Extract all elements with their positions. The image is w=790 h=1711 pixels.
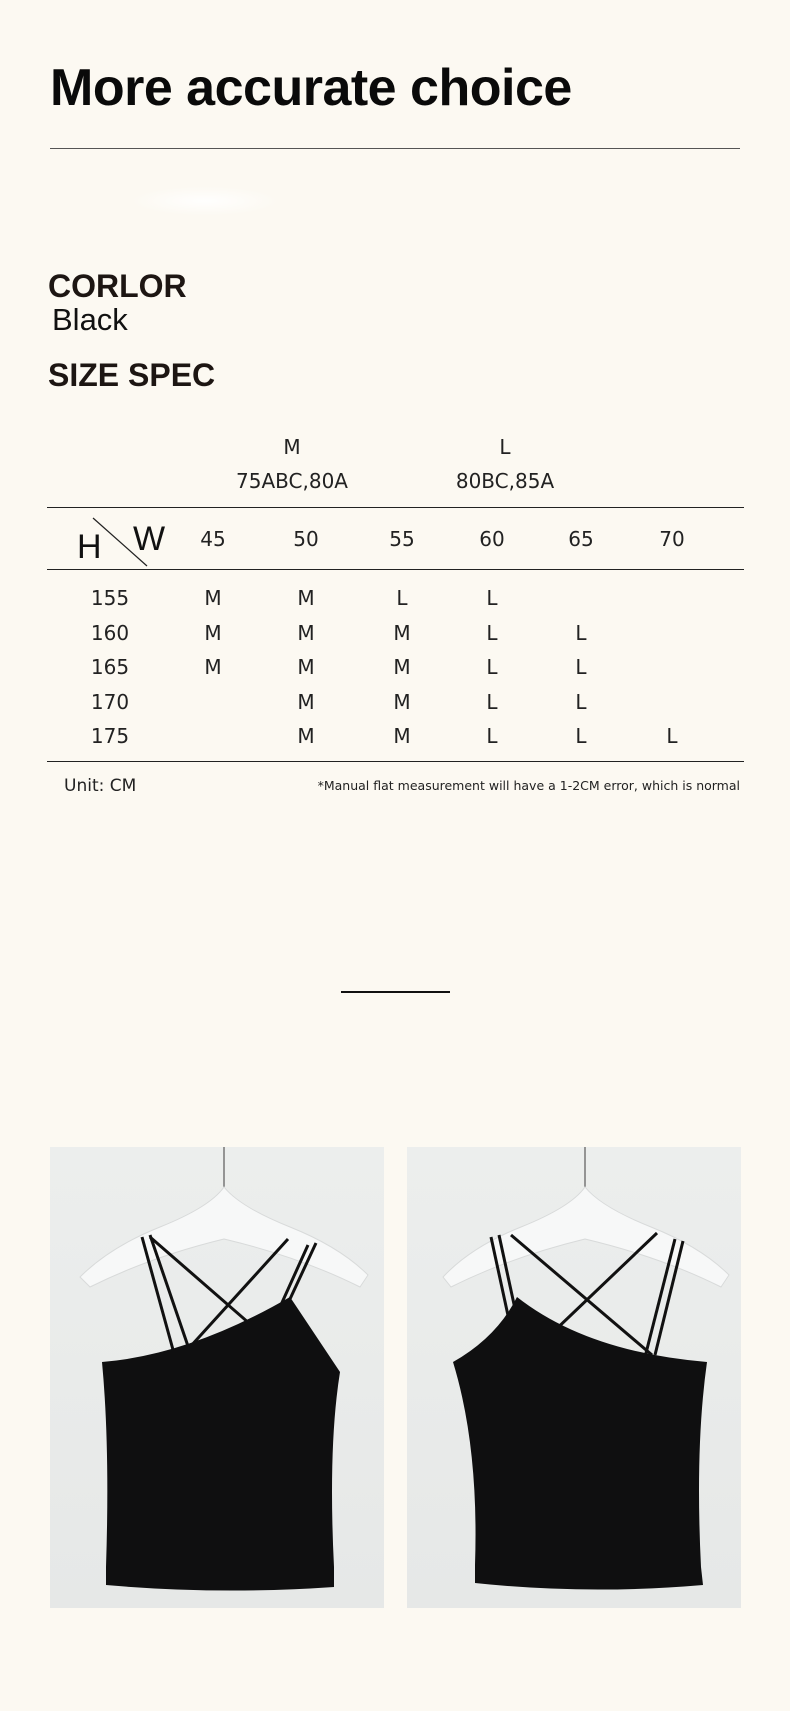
size-cell: L <box>575 724 587 748</box>
back-top-shape <box>453 1297 707 1590</box>
size-cell: L <box>575 690 587 714</box>
product-photo-front <box>50 1147 384 1608</box>
size-cell: L <box>575 621 587 645</box>
height-axis-label: H <box>77 528 102 566</box>
height-cell: 155 <box>90 586 130 610</box>
height-cell: 160 <box>90 621 130 645</box>
size-cell: L <box>396 586 408 610</box>
size-spec-label: SIZE SPEC <box>48 357 216 393</box>
weight-column-header: 65 <box>568 527 594 551</box>
faint-logo-mark <box>130 186 280 216</box>
size-cell: M <box>204 655 222 679</box>
page-title: More accurate choice <box>50 59 572 117</box>
size-cell: M <box>297 655 315 679</box>
size-cell: L <box>486 586 498 610</box>
weight-column-header: 50 <box>293 527 319 551</box>
size-cell: M <box>393 621 411 645</box>
size-m-bust: 75ABC,80A <box>236 469 348 493</box>
product-photo-back <box>407 1147 741 1608</box>
weight-axis-label: W <box>133 520 166 558</box>
size-cell: M <box>297 586 315 610</box>
color-value: Black <box>52 302 128 337</box>
size-l-label: L <box>499 435 511 459</box>
size-cell: M <box>393 655 411 679</box>
unit-label: Unit: CM <box>64 776 137 796</box>
front-top-shape <box>102 1297 340 1591</box>
measurement-note: *Manual flat measurement will have a 1-2CM error, which is normal <box>317 778 740 793</box>
size-cell: M <box>297 621 315 645</box>
size-cell: L <box>666 724 678 748</box>
size-cell: L <box>486 690 498 714</box>
table-bottom-rule <box>47 761 744 762</box>
hw-corner <box>75 516 165 568</box>
size-cell: M <box>297 724 315 748</box>
section-divider <box>341 991 450 993</box>
title-divider <box>50 148 740 149</box>
table-top-rule <box>47 507 744 508</box>
size-cell: L <box>486 655 498 679</box>
size-cell: M <box>297 690 315 714</box>
size-cell: M <box>204 586 222 610</box>
weight-column-header: 70 <box>659 527 685 551</box>
height-cell: 170 <box>90 690 130 714</box>
size-cell: L <box>575 655 587 679</box>
weight-column-header: 55 <box>389 527 415 551</box>
weight-column-header: 45 <box>200 527 226 551</box>
height-cell: 165 <box>90 655 130 679</box>
size-cell: M <box>204 621 222 645</box>
weight-column-header: 60 <box>479 527 505 551</box>
size-cell: M <box>393 690 411 714</box>
size-cell: M <box>393 724 411 748</box>
color-label: CORLOR <box>48 268 187 304</box>
size-cell: L <box>486 621 498 645</box>
height-cell: 175 <box>90 724 130 748</box>
size-cell: L <box>486 724 498 748</box>
size-l-bust: 80BC,85A <box>455 469 555 493</box>
size-m-label: M <box>283 435 301 459</box>
header-bottom-rule <box>47 569 744 570</box>
